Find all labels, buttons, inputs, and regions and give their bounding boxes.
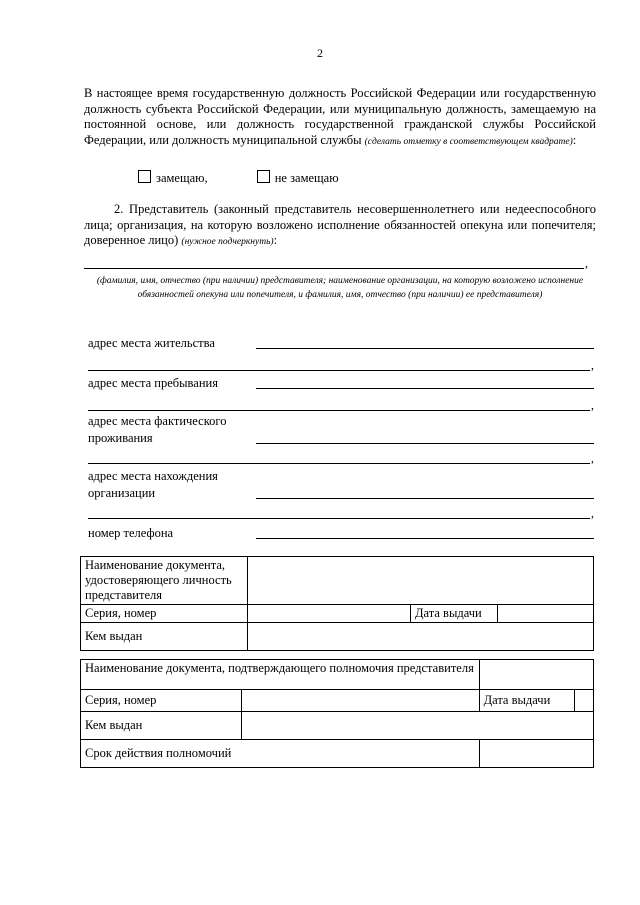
org-address-field-line2[interactable] xyxy=(88,518,590,519)
identity-doc-name-label: Наименование документа, удостоверяющего личность представителя xyxy=(81,557,248,605)
org-address-label-line2: организации xyxy=(88,486,156,500)
actual-address-label-line2: проживания xyxy=(88,431,153,445)
not-holds-position-checkbox[interactable] xyxy=(257,170,270,183)
comma: , xyxy=(591,398,594,412)
stay-address-field[interactable] xyxy=(256,388,594,389)
authority-issued-by-label: Кем выдан xyxy=(81,712,242,740)
representative-hint: (нужное подчеркнуть) xyxy=(181,237,274,247)
authority-doc-name-label: Наименование документа, подтверждающего полномочия представителя xyxy=(81,660,480,690)
authority-doc-name-field[interactable] xyxy=(479,660,593,690)
holds-position-checkbox[interactable] xyxy=(138,170,151,183)
phone-field[interactable] xyxy=(256,538,594,539)
position-checkbox-group xyxy=(138,170,339,186)
residence-address-field-line2[interactable] xyxy=(88,370,590,371)
comma: , xyxy=(591,358,594,372)
residence-address-label: адрес места жительства xyxy=(88,336,215,350)
representative-number: 2. xyxy=(114,202,124,216)
identity-issued-by-label: Кем выдан xyxy=(81,623,248,651)
stay-address-field-line2[interactable] xyxy=(88,410,590,411)
comma: , xyxy=(591,451,594,465)
not-holds-position-option[interactable] xyxy=(257,170,339,186)
not-holds-position-label: не замещаю xyxy=(274,171,339,185)
representative-name-caption: (фамилия, имя, отчество (при наличии) представителя; наименование организации, на которую возложено исполнение обязанностей опекуна или попечителя, и фамилия, имя, отчество (при наличии) ее представителя) xyxy=(96,276,584,300)
position-paragraph-text: В настоящее время государственную должность Российской Федерации или государственную должность субъекта Российской Федерации, или муниципальную должность, замещаемую на постоянной основе, или должность государственной гражданской службы Российской Федерации, или должность муниципальной службы xyxy=(84,86,596,147)
representative-paragraph xyxy=(84,202,596,251)
authority-issue-date-field[interactable] xyxy=(574,690,593,712)
identity-issue-date-field[interactable] xyxy=(498,605,594,623)
residence-address-field[interactable] xyxy=(256,348,594,349)
holds-position-option[interactable] xyxy=(138,170,208,186)
org-address-field[interactable] xyxy=(256,498,594,499)
identity-series-label: Серия, номер xyxy=(81,605,248,623)
actual-address-field-line2[interactable] xyxy=(88,463,590,464)
org-address-label-line1: адрес места нахождения xyxy=(88,469,218,483)
authority-issue-date-label: Дата выдачи xyxy=(479,690,574,712)
position-paragraph-hint-suffix: : xyxy=(572,132,577,147)
representative-name-field[interactable] xyxy=(84,268,584,269)
authority-series-field[interactable] xyxy=(242,690,480,712)
identity-doc-name-field[interactable] xyxy=(248,557,594,605)
actual-address-field[interactable] xyxy=(256,443,594,444)
holds-position-label: замещаю, xyxy=(156,171,208,185)
identity-issue-date-label: Дата выдачи xyxy=(411,605,498,623)
phone-label: номер телефона xyxy=(88,526,174,540)
identity-series-field[interactable] xyxy=(248,605,411,623)
actual-address-label-line1: адрес места фактического xyxy=(88,414,227,428)
identity-document-table xyxy=(80,556,594,651)
authority-issued-by-field[interactable] xyxy=(242,712,594,740)
authority-document-table xyxy=(80,659,594,768)
stay-address-label: адрес места пребывания xyxy=(88,376,218,390)
identity-issued-by-field[interactable] xyxy=(248,623,594,651)
authority-validity-field[interactable] xyxy=(479,740,593,768)
comma: , xyxy=(591,506,594,520)
representative-hint-suffix: : xyxy=(273,233,278,247)
page-number: 2 xyxy=(317,46,323,60)
representative-text: Представитель (законный представитель несовершеннолетнего или недееспособного лица; организация, на которую возложено исполнение обязанностей опекуна или попечителя; доверенное лицо) xyxy=(84,202,596,247)
position-paragraph xyxy=(84,86,596,150)
authority-validity-label: Срок действия полномочий xyxy=(81,740,480,768)
comma: , xyxy=(585,256,588,270)
authority-series-label: Серия, номер xyxy=(81,690,242,712)
position-paragraph-hint: (сделать отметку в соответствующем квадрате) xyxy=(364,136,573,147)
